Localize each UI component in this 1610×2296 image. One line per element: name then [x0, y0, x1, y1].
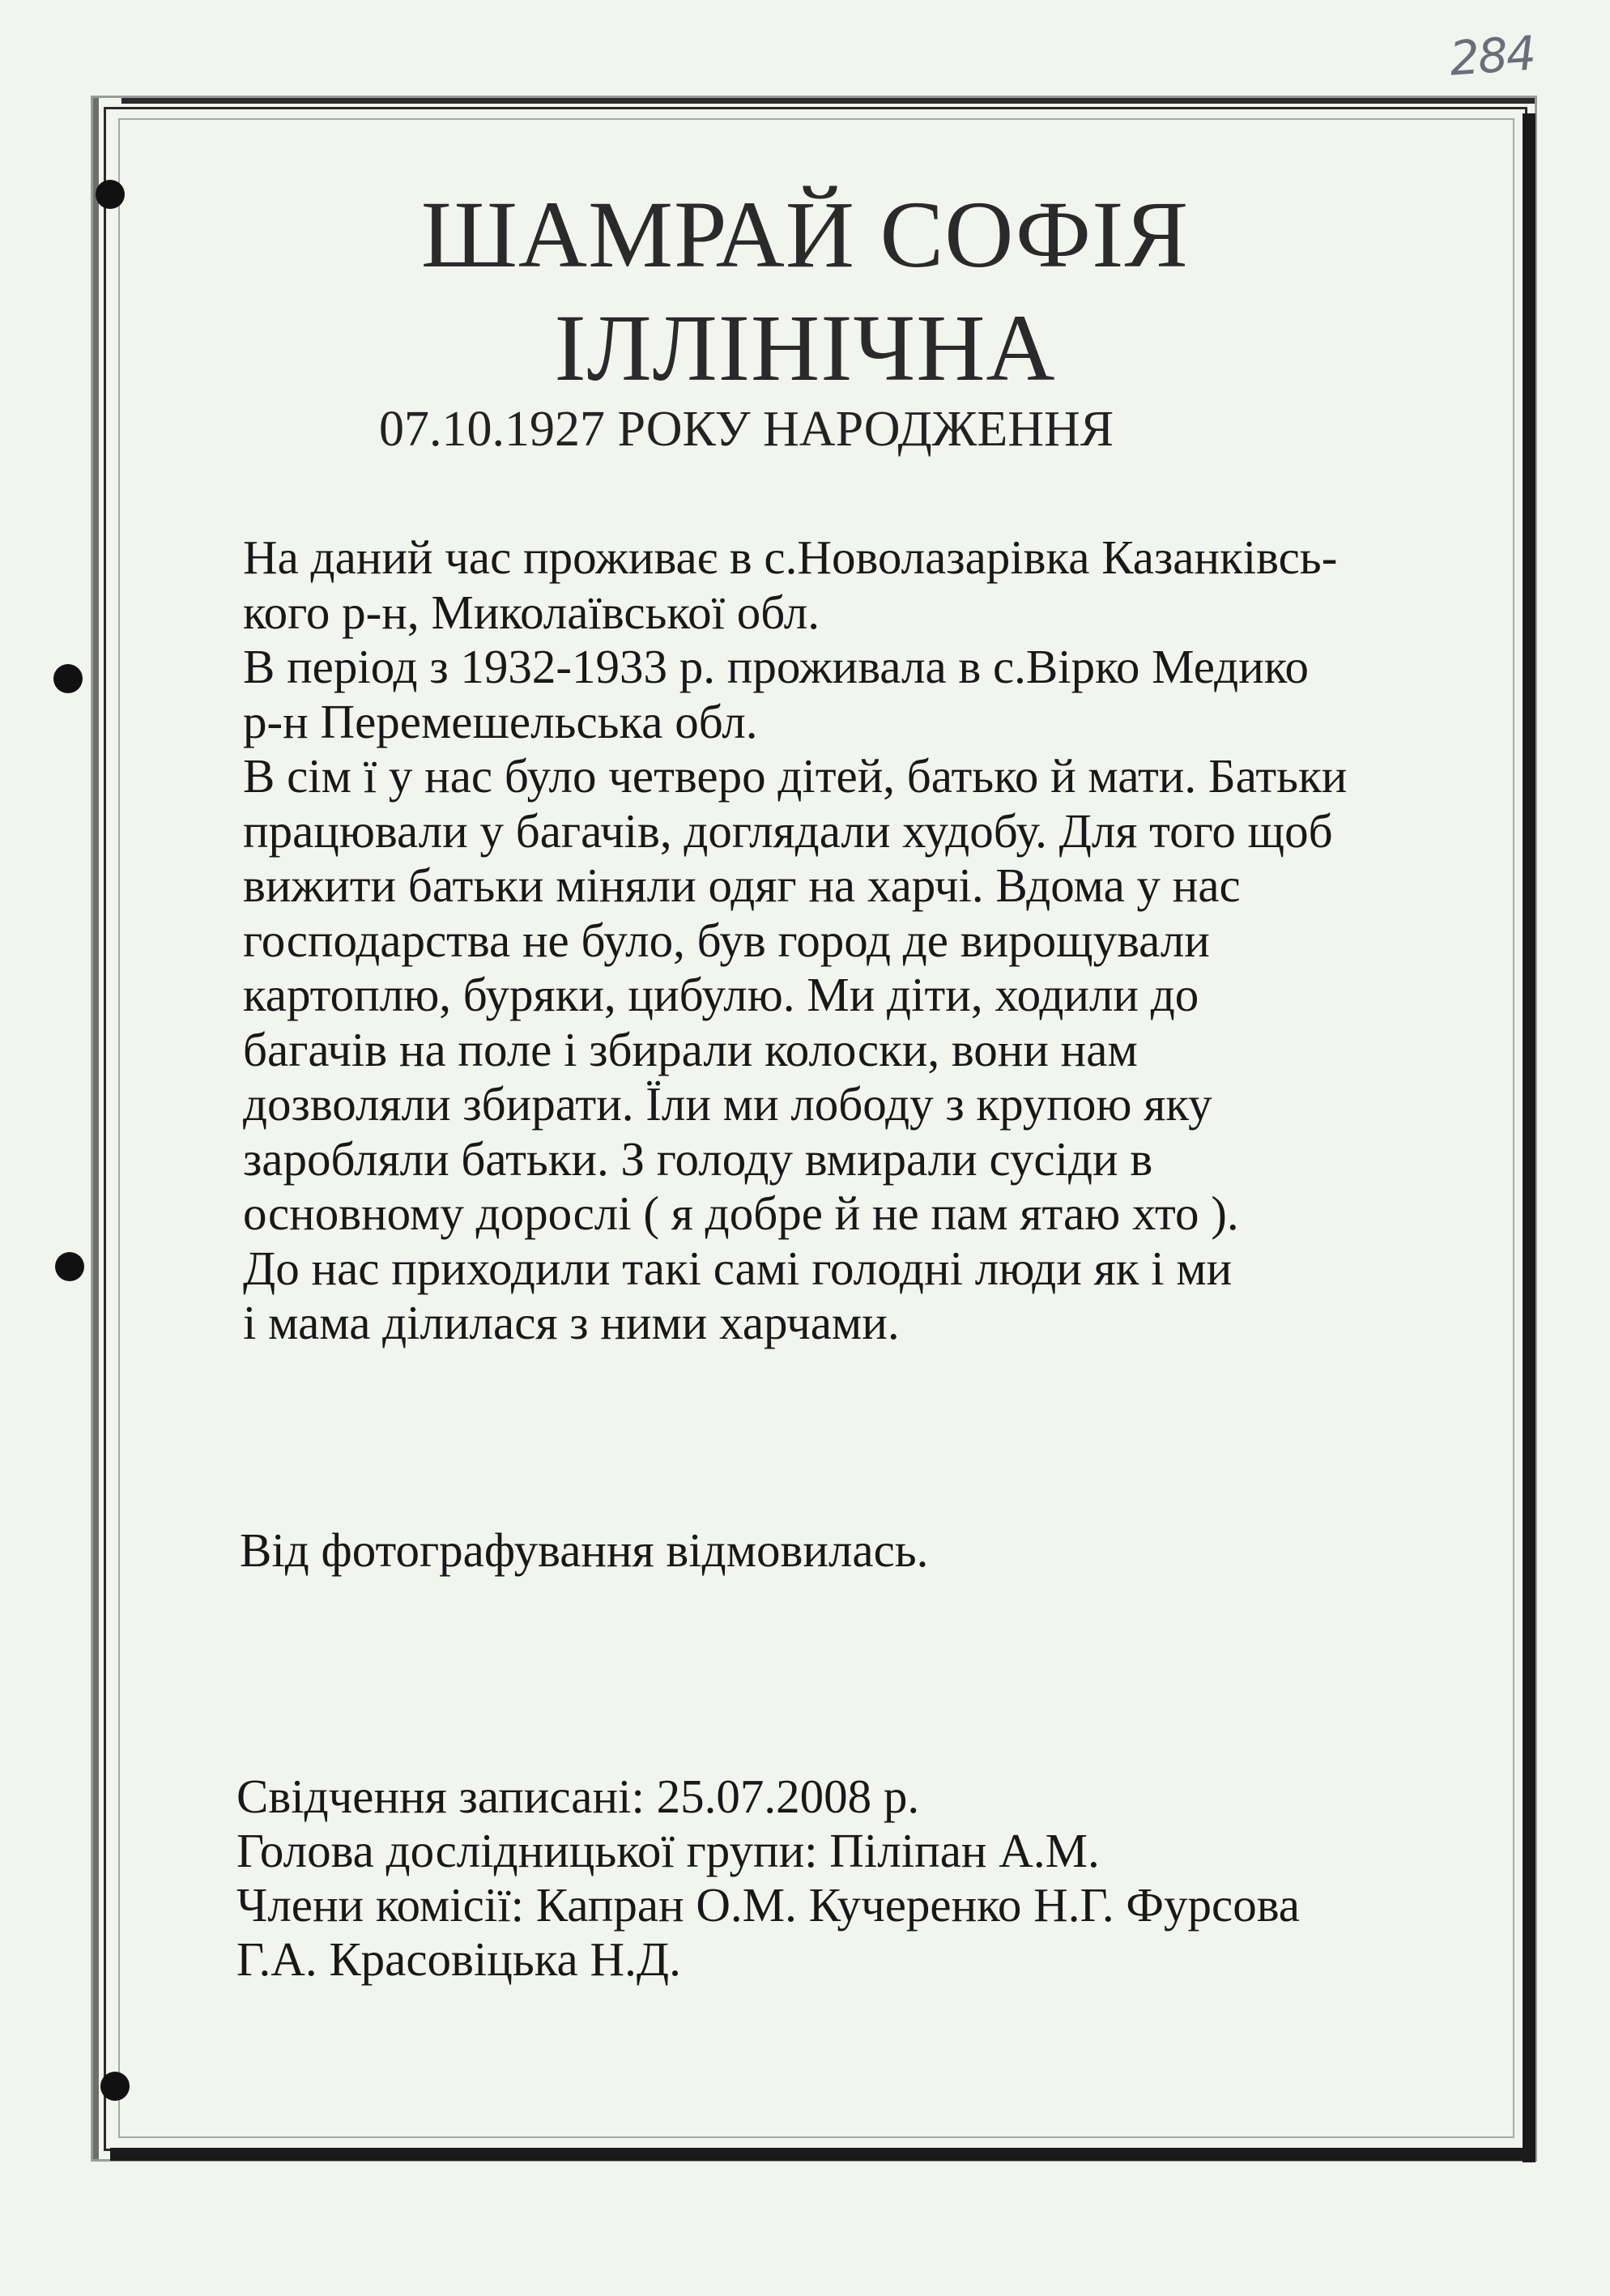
- footer-recorded-date: Свідчення записані: 25.07.2008 р.: [236, 1770, 920, 1823]
- birth-date-line: 07.10.1927 РОКУ НАРОДЖЕННЯ: [379, 402, 1114, 457]
- footer-commission-members-cont: Г.А. Красовіцька Н.Д.: [236, 1932, 681, 1986]
- frame-shadow-bottom: [110, 2148, 1535, 2161]
- body-line: В сім ї у нас було четверо дітей, батько й мати. Батьки: [243, 749, 1348, 803]
- body-line: картоплю, буряки, цибулю. Ми діти, ходили до: [243, 968, 1199, 1021]
- punch-hole-3: [55, 1252, 84, 1281]
- body-line: багачів на поле і збирали колоски, вони нам: [243, 1022, 1138, 1076]
- footer-group-head: Голова дослідницької групи: Піліпан А.М.: [236, 1824, 1100, 1877]
- frame-shadow-right: [1523, 113, 1535, 2162]
- body-line: До нас приходили такі самі голодні люди як і ми: [243, 1241, 1233, 1295]
- body-line: і мама ділилася з ними харчами.: [243, 1296, 900, 1349]
- body-line: основному дорослі ( я добре й не пам ятаю хто ).: [243, 1186, 1239, 1240]
- record-footer: [236, 1770, 1300, 1987]
- testimony-body: [243, 530, 1523, 1351]
- handwritten-page-number: 284: [1447, 25, 1536, 87]
- punch-hole-4: [100, 2072, 130, 2101]
- body-line: вижити батьки міняли одяг на харчі. Вдома у нас: [243, 858, 1241, 912]
- body-line: працювали у багачів, доглядали худобу. Для того щоб: [243, 803, 1333, 858]
- body-line: дозволяли збирати. Їли ми лободу з крупою яку: [243, 1077, 1212, 1131]
- body-line: господарства не було, був город де вирощували: [243, 913, 1210, 967]
- title-patronymic: ІЛЛІНІЧНА: [554, 295, 1056, 401]
- body-line: р-н Перемешельська обл.: [243, 694, 758, 748]
- body-line: В період з 1932-1933 р. проживала в с.Вірко Медико: [243, 640, 1309, 693]
- body-line: заробляли батьки. З голоду вмирали сусіди в: [243, 1131, 1153, 1186]
- footer-commission-members: Члени комісії: Капран О.М. Кучеренко Н.Г. Фурсова: [236, 1878, 1300, 1932]
- photo-refusal-note: Від фотографування відмовилась.: [240, 1523, 929, 1577]
- body-line: На даний час проживає в с.Новолазарівка Казанківсь-: [243, 530, 1338, 584]
- body-line: кого р-н, Миколаївської обл.: [243, 585, 820, 639]
- punch-hole-2: [53, 664, 83, 693]
- title-surname-name: ШАМРАЙ СОФІЯ: [420, 181, 1190, 288]
